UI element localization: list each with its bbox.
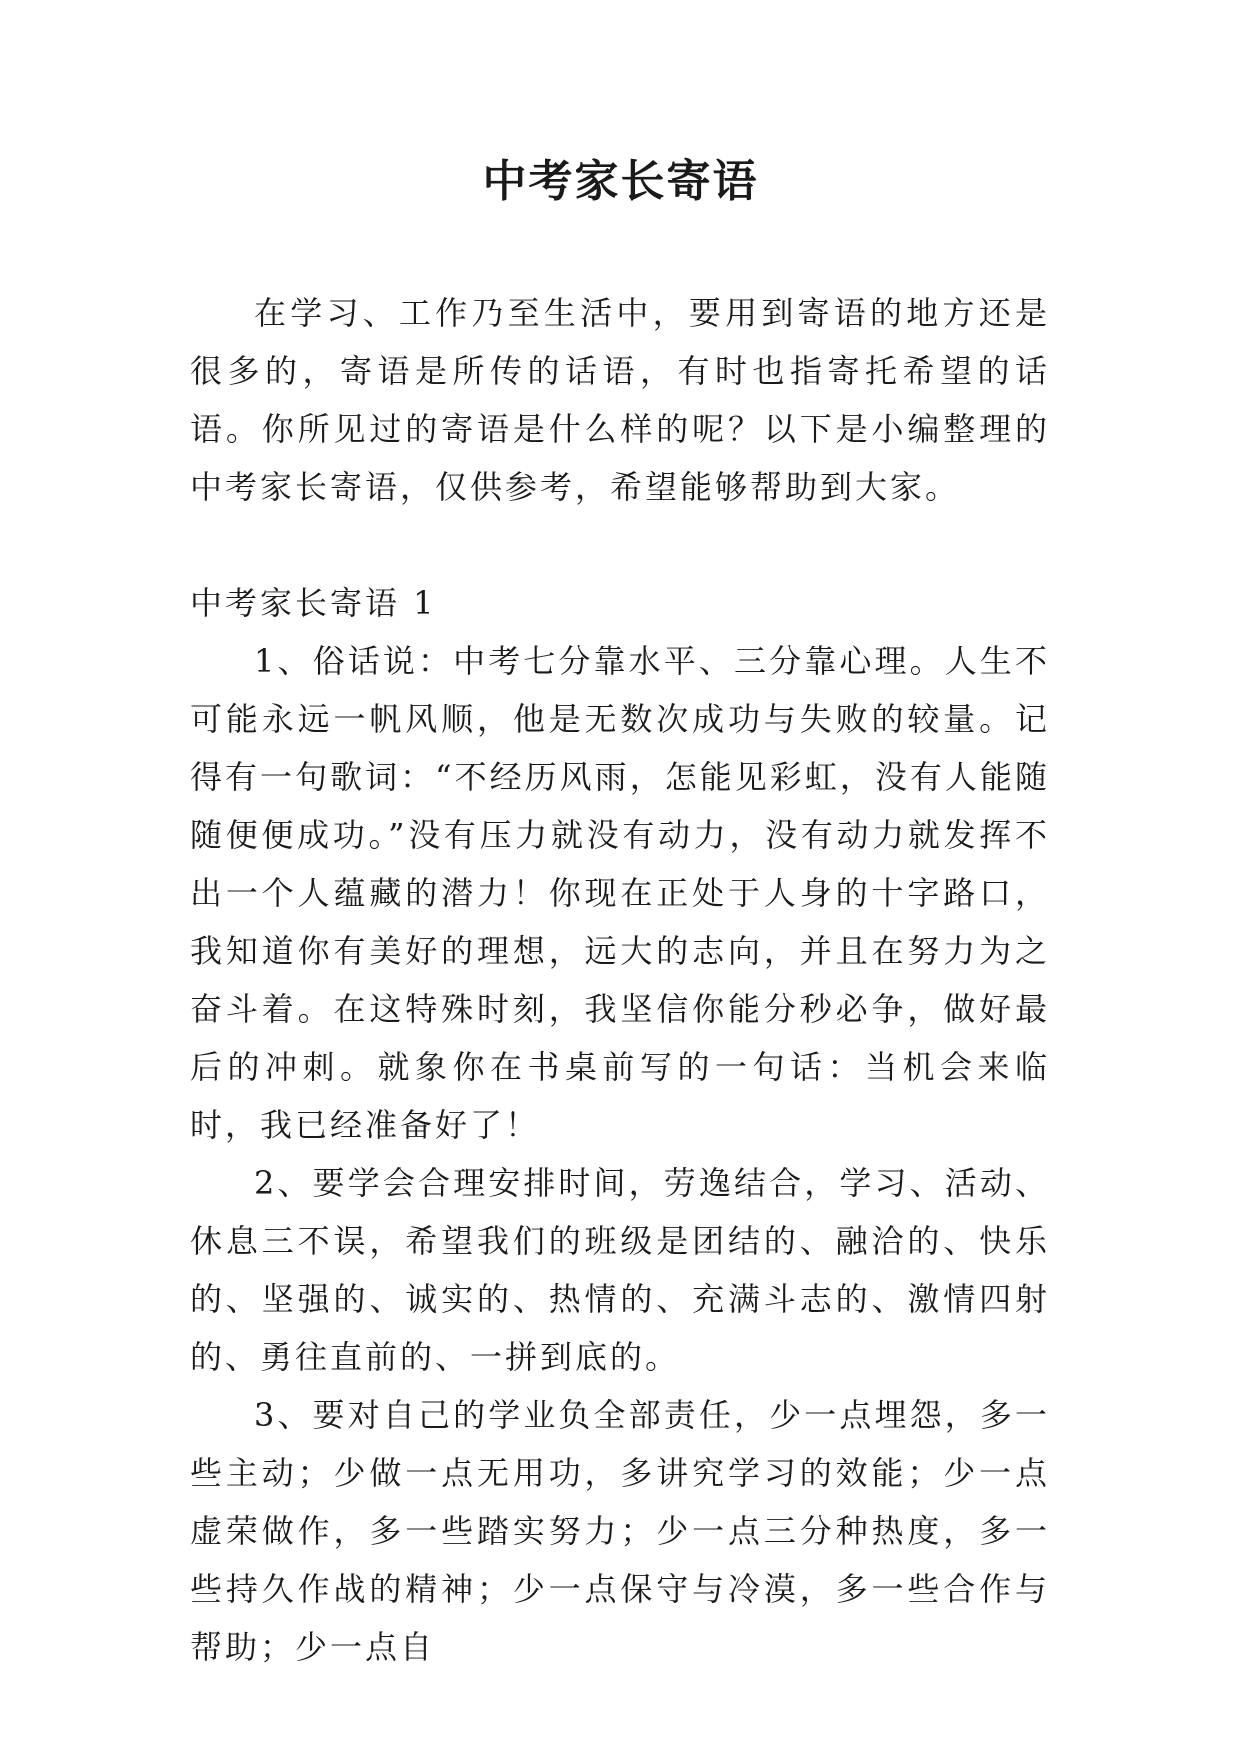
section-heading: 中考家长寄语 1 bbox=[190, 584, 437, 622]
body-paragraph-1: 1、俗话说：中考七分靠水平、三分靠心理。人生不可能永远一帆风顺，他是无数次成功与失败的较量。记得有一句歌词：“不经历风雨，怎能见彩虹，没有人能随随便便成功。”没有压力就没有动力，没有动力就发挥不出一个人蕴藏的潜力！你现在正处于人身的十字路口，我知道你有美好的理想，远大的志向，并且在努力为之奋斗着。在这特殊时刻，我坚信你能分秒必争，做好最后的冲刺。就象你在书桌前写的一句话：当机会来临时，我已经准备好了！ bbox=[190, 642, 1050, 1144]
intro-paragraph: 在学习、工作乃至生活中，要用到寄语的地方还是很多的，寄语是所传的话语，有时也指寄托希望的话语。你所见过的寄语是什么样的呢？以下是小编整理的中考家长寄语，仅供参考，希望能够帮助到大家。 bbox=[190, 294, 1050, 506]
document-body bbox=[190, 284, 1050, 1676]
body-paragraph-2: 2、要学会合理安排时间，劳逸结合，学习、活动、休息三不误，希望我们的班级是团结的、融洽的、快乐的、坚强的、诚实的、热情的、充满斗志的、激情四射的、勇往直前的、一拼到底的。 bbox=[190, 1164, 1050, 1376]
body-paragraph-3: 3、要对自己的学业负全部责任，少一点埋怨，多一些主动；少做一点无用功，多讲究学习的效能；少一点虚荣做作，多一些踏实努力；少一点三分种热度，多一些持久作战的精神；少一点保守与冷漠，多一些合作与帮助；少一点自 bbox=[190, 1396, 1050, 1666]
document-title: 中考家长寄语 bbox=[482, 156, 759, 207]
